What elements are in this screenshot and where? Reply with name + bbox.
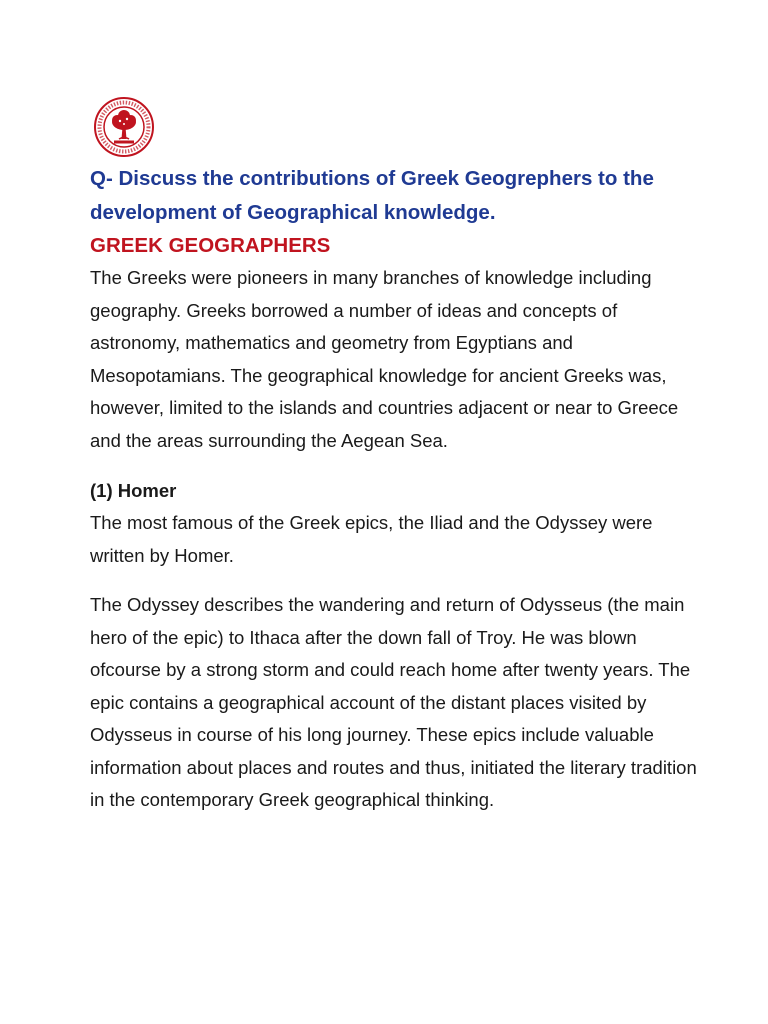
document-content (90, 162, 710, 817)
question-title: Q- Discuss the contributions of Greek Geogrephers to the development of Geographical knowledge. (90, 167, 654, 224)
university-seal-icon (93, 96, 155, 158)
section-heading: GREEK GEOGRAPHERS (90, 234, 331, 257)
subsection-title: (1) Homer (90, 480, 177, 501)
homer-paragraph-1: The most famous of the Greek epics, the Iliad and the Odyssey were written by Homer. (90, 512, 653, 566)
intro-paragraph: The Greeks were pioneers in many branches of knowledge including geography. Greeks borrowed a number of ideas and concepts of astronomy, mathematics and geometry from Egyptians and Mesopotamians. The geographical knowledge for ancient Greeks was, however, limited to the islands and countries adjacent or near to Greece and the areas surrounding the Aegean Sea. (90, 267, 679, 451)
homer-paragraph-2: The Odyssey describes the wandering and return of Odysseus (the main hero of the epic) to Ithaca after the down fall of Troy. He was blown ofcourse by a strong storm and could reach home after twenty years. The epic contains a geographical account of the distant places visited by Odysseus in course of his long journey. These epics include valuable information about places and routes and thus, initiated the literary tradition in the contemporary Greek geographical thinking. (90, 594, 697, 810)
